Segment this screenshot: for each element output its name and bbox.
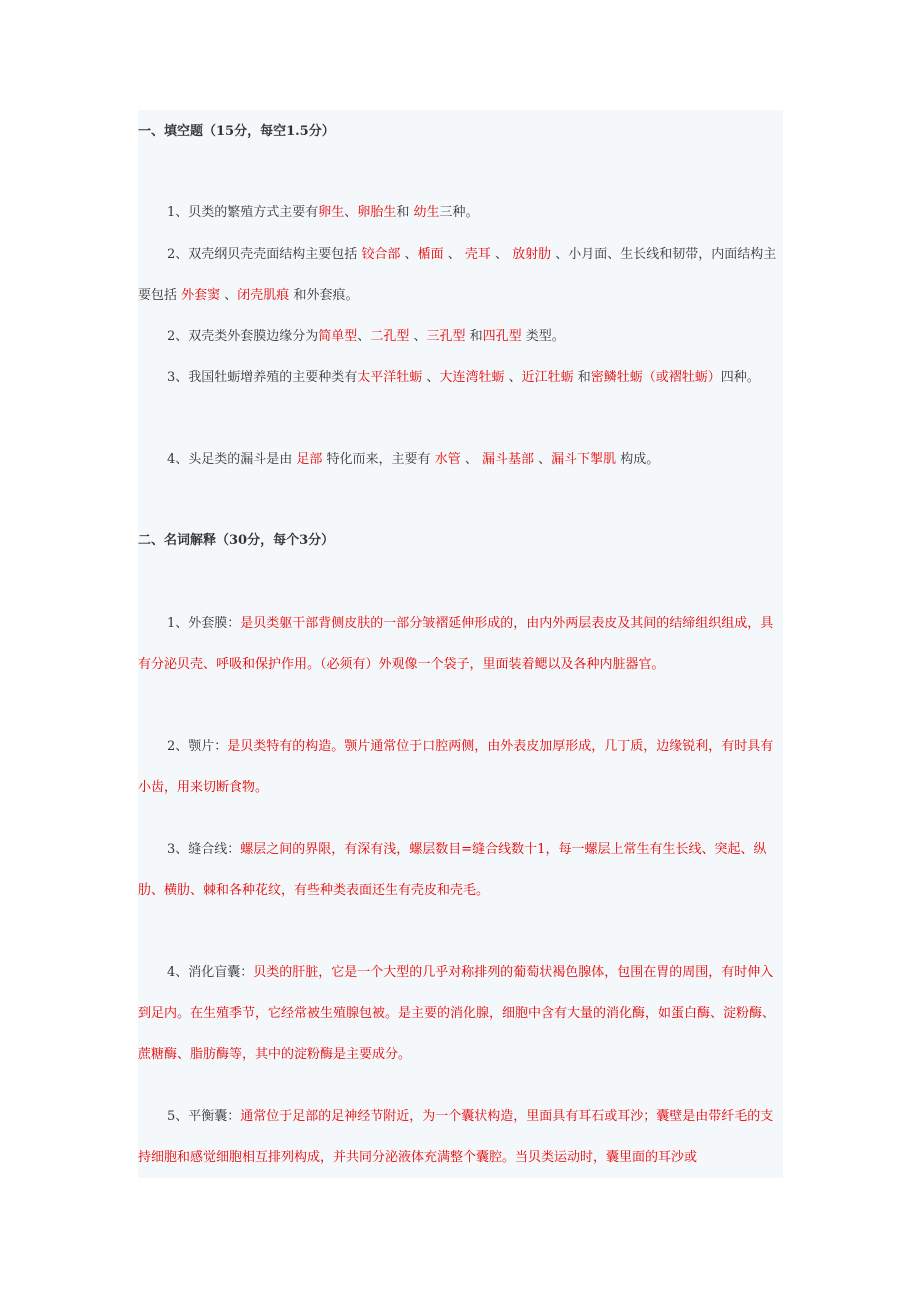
question-text: 特化而来，主要有: [322, 452, 435, 467]
section-heading-definitions: 二、名词解释（30分，每个3分）: [138, 533, 335, 548]
question-text: 、: [357, 329, 371, 344]
answer-text: 贝类的肝脏，它是一个大型的几乎对称排列的葡萄状褐色腺体，包围在胃的周围，有时伸入到足内。在生殖季节，它经常被生殖腺包被。是主要的消化腺，细胞中含有大量的消化酶，如蛋白酶、淀粉酶、蔗糖酶、脂肪酶等，其中的淀粉酶是主要成分。: [138, 965, 776, 1062]
question-text: 3、缝合线：: [167, 842, 241, 857]
question-text: 2、双壳类外套膜边缘分为: [167, 329, 319, 344]
answer-text: 外套窦: [181, 288, 221, 303]
definition-item-1: [138, 603, 783, 685]
definition-item-5: [138, 1096, 783, 1178]
fill-blank-item-1: [138, 192, 783, 233]
answer-text: 放射肋: [512, 247, 552, 262]
question-text: 和: [465, 329, 483, 344]
question-text: 、: [490, 247, 513, 262]
answer-text: 三孔型: [426, 329, 466, 344]
answer-text: 壳耳: [464, 247, 491, 262]
question-text: 、: [443, 247, 465, 262]
question-text: 构成。: [616, 452, 660, 467]
answer-text: 密鳞牡蛎（或褶牡蛎）: [590, 370, 721, 385]
answer-text: 闭壳肌痕: [237, 288, 290, 303]
answer-text: 大连湾牡蛎: [439, 370, 505, 385]
question-text: 四种。: [720, 370, 760, 385]
answer-text: 通常位于足部的足神经节附近，为一个囊状构造，里面具有耳石或耳沙；囊壁是由带纤毛的支持细胞和感觉细胞相互排列构成，并共同分泌液体充满整个囊腔。当贝类运动时，囊里面的耳沙或: [138, 1109, 774, 1165]
question-text: 、: [344, 205, 358, 220]
answer-text: 幼生: [413, 205, 440, 220]
question-text: 1、外套膜：: [167, 616, 241, 631]
question-text: 、: [533, 452, 552, 467]
question-text: 、: [409, 329, 427, 344]
answer-text: 卵胎生: [357, 205, 397, 220]
definition-item-3: [138, 829, 783, 911]
question-text: 4、消化盲囊：: [167, 965, 254, 980]
question-text: 和: [573, 370, 591, 385]
fill-blank-item-4: [138, 357, 783, 398]
question-text: 、: [460, 452, 482, 467]
answer-text: 足部: [296, 452, 323, 467]
question-text: 和外套痕。: [289, 288, 359, 303]
answer-text: 漏斗下掣肌: [551, 452, 617, 467]
question-text: 、: [422, 370, 440, 385]
question-text: 和: [396, 205, 414, 220]
answer-text: 卵生: [318, 205, 345, 220]
answer-text: 是贝类躯干部背侧皮肤的一部分皱褶延伸形成的，由内外两层表皮及其间的结缔组织组成，具有分泌贝壳、呼吸和保护作用。（必须有）外观像一个袋子，里面装着鳃以及各种内脏器官。: [138, 616, 774, 672]
answer-text: 铰合部: [361, 247, 401, 262]
definition-item-2: [138, 726, 783, 808]
answer-text: 漏斗基部: [481, 452, 534, 467]
definition-item-4: [138, 952, 783, 1075]
answer-text: 四孔型: [482, 329, 522, 344]
question-text: 、: [400, 247, 418, 262]
question-text: 、: [504, 370, 522, 385]
question-text: 3、我国牡蛎增养殖的主要种类有: [167, 370, 358, 385]
answer-text: 近江牡蛎: [521, 370, 574, 385]
answer-text: 是贝类特有的构造。颚片通常位于口腔两侧，由外表皮加厚形成，几丁质，边缘锐利，有时具有小齿，用来切断食物。: [138, 739, 774, 795]
question-text: 2、颚片：: [167, 739, 228, 754]
question-text: 、小月面、生长线和韧带，内面结构主要包括: [138, 247, 777, 303]
answer-text: 螺层之间的界限，有深有浅，螺层数目=缝合线数十1，每一螺层上常生有生长线、突起、纵肋、横肋、棘和各种花纹，有些种类表面还生有壳皮和壳毛。: [138, 842, 767, 898]
answer-text: 水管: [434, 452, 461, 467]
answer-text: 简单型: [318, 329, 358, 344]
section-heading-fill-blank: 一、填空题（15分，每空1.5分）: [138, 124, 335, 139]
question-text: 5、平衡囊：: [167, 1109, 241, 1124]
fill-blank-item-2: [138, 234, 783, 316]
question-text: 类型。: [521, 329, 565, 344]
question-text: 2、双壳纲贝壳壳面结构主要包括: [167, 247, 362, 262]
fill-blank-item-5: [138, 439, 783, 480]
question-text: 三种。: [439, 205, 479, 220]
answer-text: 楯面: [417, 247, 444, 262]
question-text: 1、贝类的繁殖方式主要有: [167, 205, 319, 220]
fill-blank-item-3: [138, 316, 783, 357]
question-text: 、: [220, 288, 238, 303]
answer-text: 二孔型: [370, 329, 410, 344]
answer-text: 太平洋牡蛎: [357, 370, 423, 385]
document-page: [138, 110, 783, 1178]
question-text: 4、头足类的漏斗是由: [167, 452, 297, 467]
